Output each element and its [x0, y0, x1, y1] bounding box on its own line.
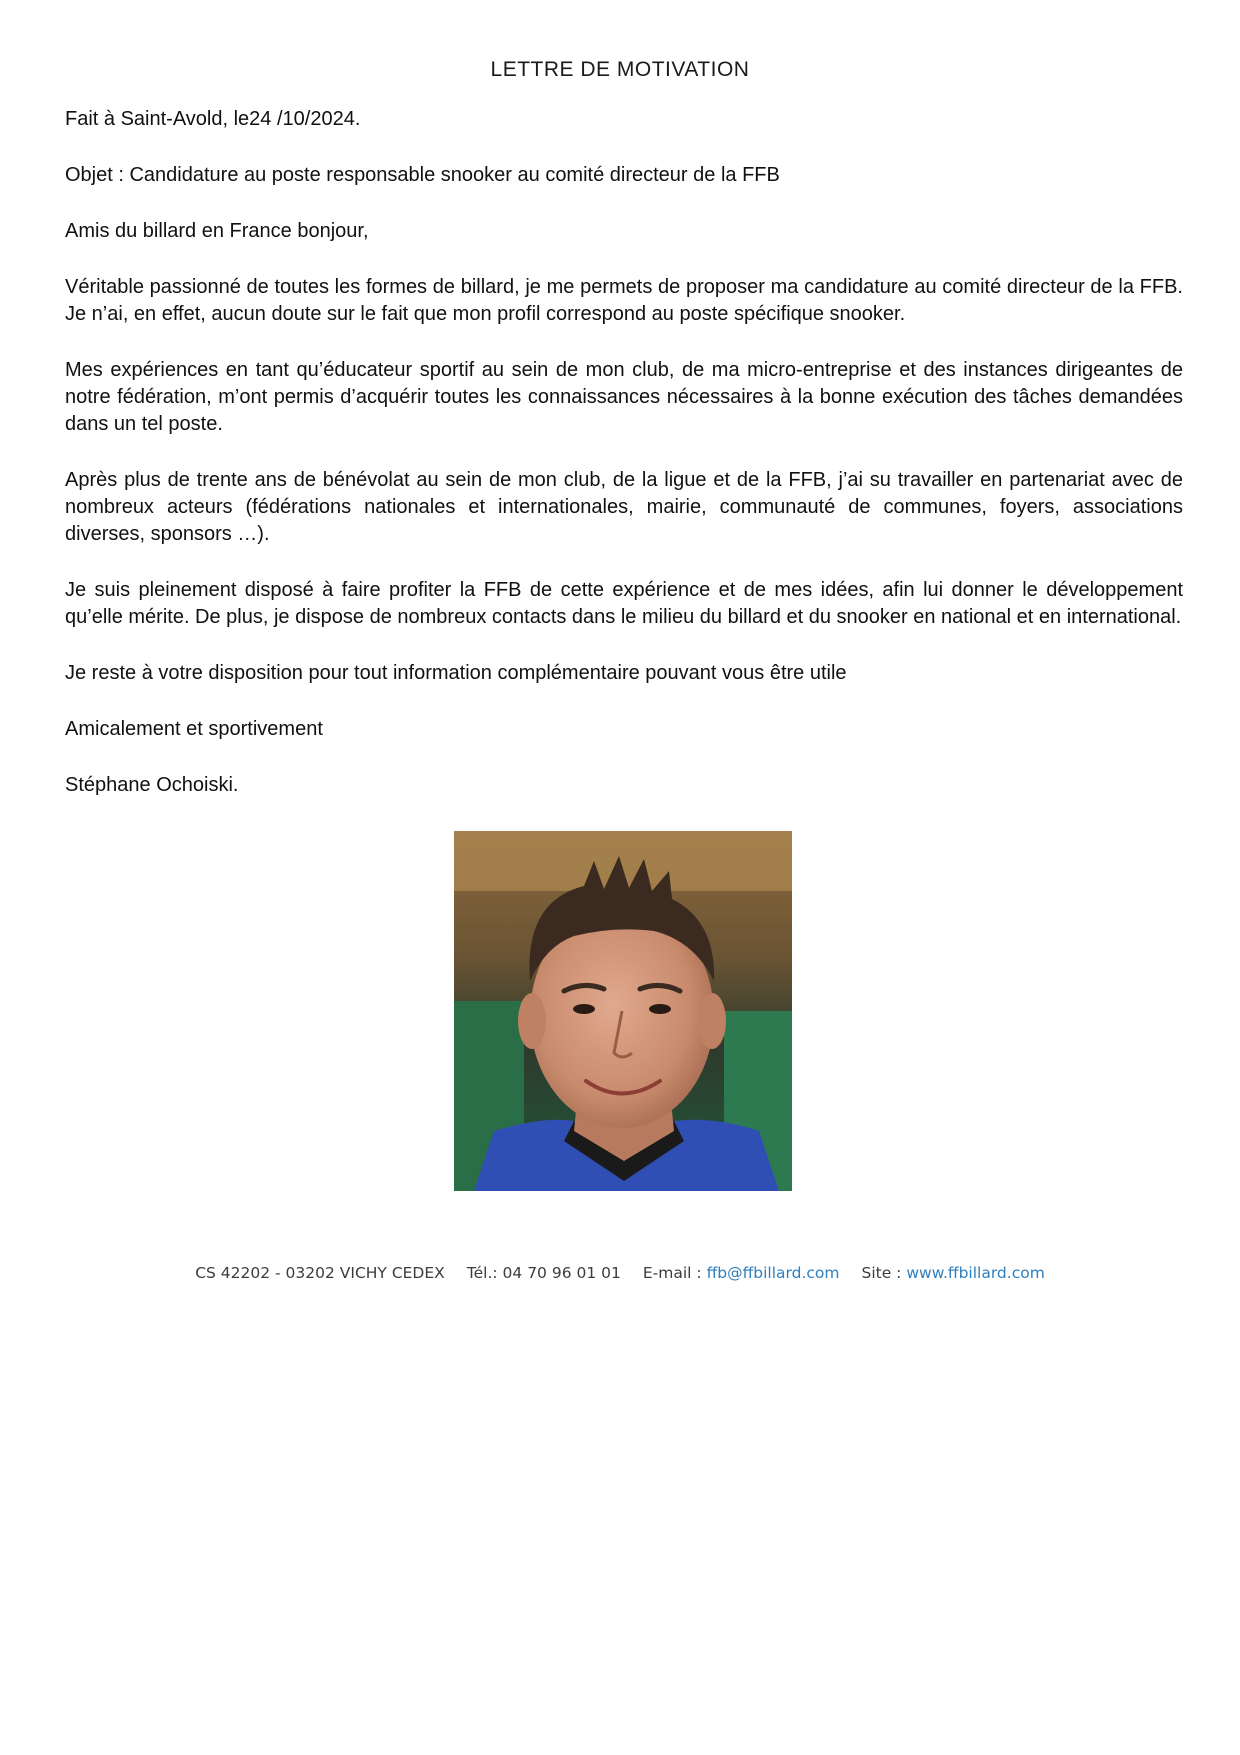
portrait-photo	[454, 831, 792, 1191]
paragraph-4: Je suis pleinement disposé à faire profiter la FFB de cette expérience et de mes idées, afin lui donner le développement qu’elle mérite. De plus, je dispose de nombreux contacts dans le milieu du billard et du snooker en national et en international.	[65, 579, 1183, 628]
footer-email-label: E-mail :	[642, 1264, 702, 1282]
footer-email-link[interactable]: ffb@ffbillard.com	[706, 1264, 840, 1282]
footer-phone: 04 70 96 01 01	[502, 1264, 621, 1282]
greeting: Amis du billard en France bonjour,	[65, 220, 369, 242]
letter-body	[65, 106, 1183, 828]
footer-phone-label: Tél.:	[466, 1264, 498, 1282]
paragraph-2: Mes expériences en tant qu’éducateur sportif au sein de mon club, de ma micro-entreprise et des instances dirigeantes de notre fédération, m’ont permis d’acquérir toutes les connaissances nécessaires à la bonne exécution des tâches demandées dans un tel poste.	[65, 359, 1183, 435]
subject-line: Objet : Candidature au poste responsable snooker au comité directeur de la FFB	[65, 164, 780, 186]
signature: Stéphane Ochoiski.	[65, 774, 239, 796]
footer-address: CS 42202 - 03202 VICHY CEDEX	[195, 1264, 445, 1282]
paragraph-1: Véritable passionné de toutes les formes de billard, je me permets de proposer ma candidature au comité directeur de la FFB. Je n’ai, en effet, aucun doute sur le fait que mon profil correspond au poste spécifique snooker.	[65, 276, 1183, 325]
footer-site-link[interactable]: www.ffbillard.com	[906, 1264, 1045, 1282]
footer-site-label: Site :	[861, 1264, 902, 1282]
portrait-illustration	[454, 831, 792, 1191]
letter-title: LETTRE DE MOTIVATION	[490, 58, 750, 78]
closing-info: Je reste à votre disposition pour tout information complémentaire pouvant vous être utile	[65, 662, 847, 684]
paragraph-3: Après plus de trente ans de bénévolat au sein de mon club, de la ligue et de la FFB, j’ai su travailler en partenariat avec de nombreux acteurs (fédérations nationales et internationales, mairie, communauté de communes, foyers, associations diverses, sponsors …).	[65, 469, 1183, 545]
salutation: Amicalement et sportivement	[65, 718, 323, 740]
letter-footer	[0, 1264, 1240, 1282]
place-date: Fait à Saint-Avold, le24 /10/2024.	[65, 108, 361, 130]
